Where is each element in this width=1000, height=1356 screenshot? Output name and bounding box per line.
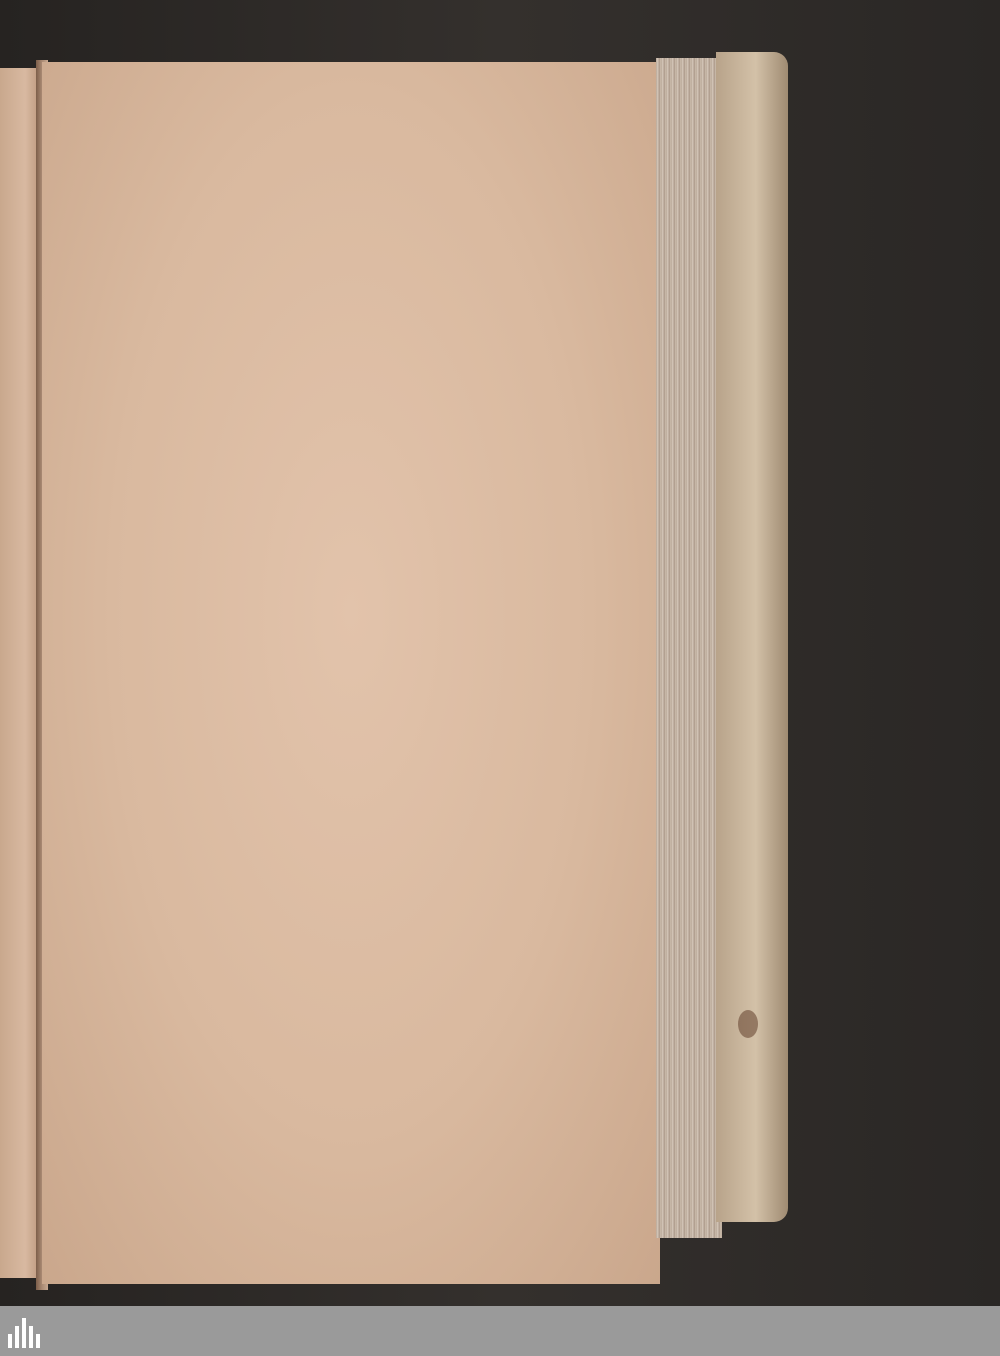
running-head bbox=[54, 92, 564, 126]
section-heading bbox=[54, 126, 564, 186]
catchword bbox=[54, 188, 564, 215]
library-logo-icon bbox=[8, 1314, 42, 1348]
library-footer bbox=[0, 1306, 1000, 1356]
cover-stain bbox=[738, 1010, 758, 1038]
page-text bbox=[54, 92, 564, 242]
book-cover-edge bbox=[716, 52, 788, 1222]
book-page bbox=[42, 62, 660, 1284]
text-block-bottom bbox=[54, 188, 564, 215]
page-edges bbox=[656, 58, 722, 1238]
